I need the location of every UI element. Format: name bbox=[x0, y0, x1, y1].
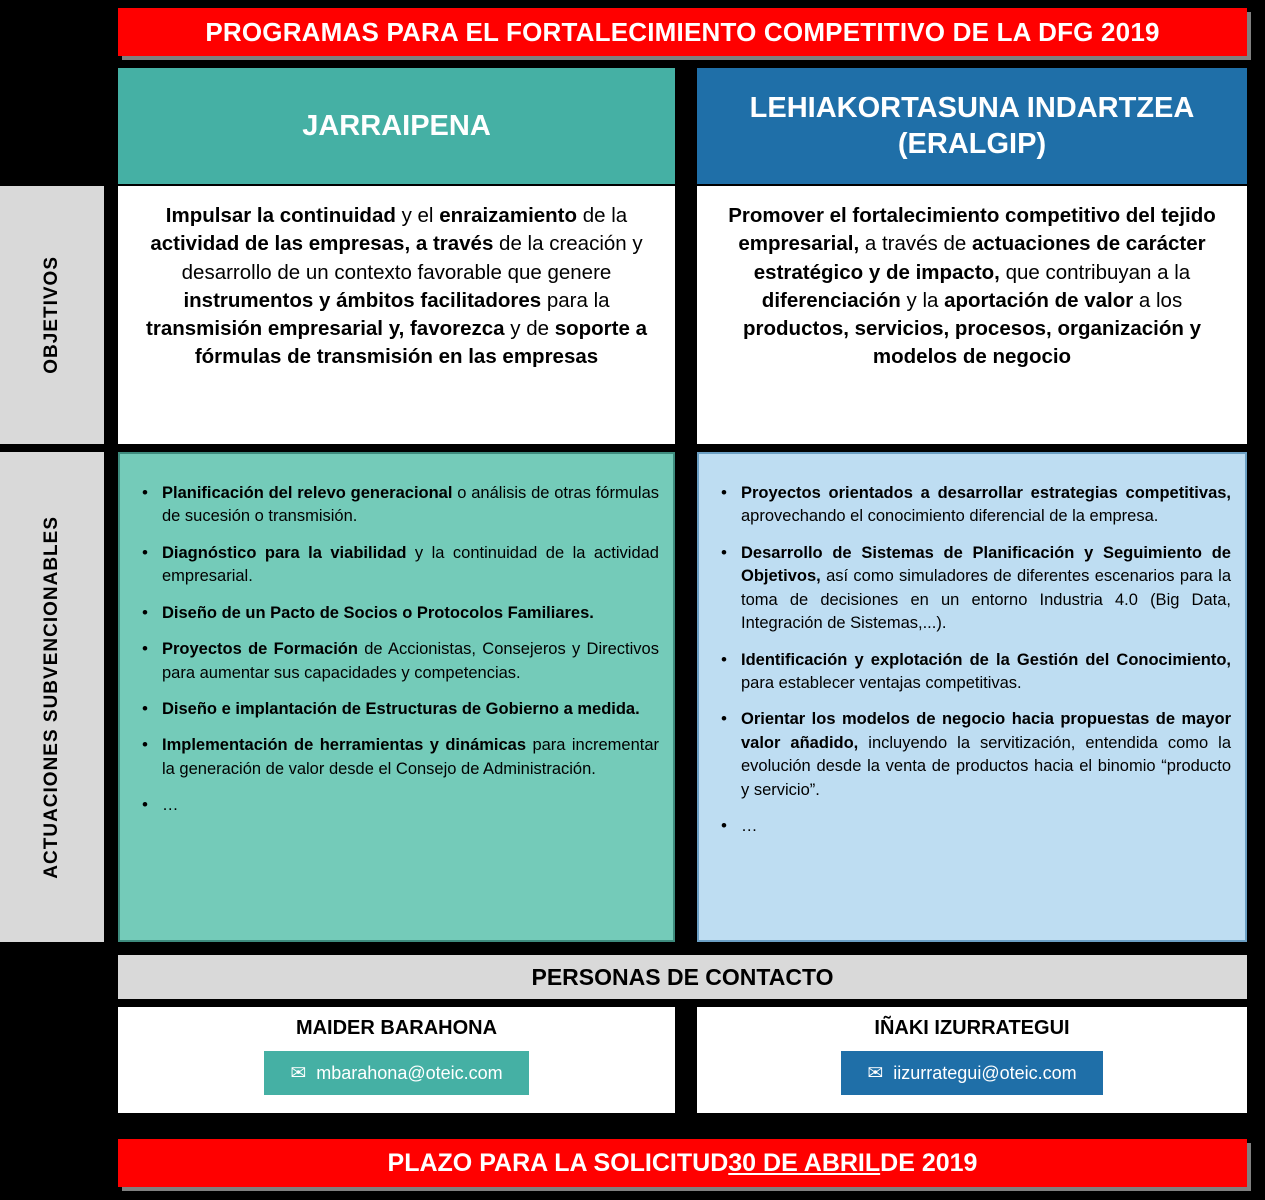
contact-name-left: MAIDER BARAHONA bbox=[295, 1017, 498, 1039]
list-item: • Desarrollo de Sistemas de Planificación y Seguimiento de Objetivos, así como simuladores de diferentes escenarios para la toma de decisiones en un entorno Industria 4.0 (Big Data, Integración de Sistemas,...). bbox=[713, 542, 1231, 636]
list-item: • … bbox=[713, 815, 1231, 838]
deadline-suffix: DE 2019 bbox=[880, 1148, 978, 1177]
row-label-objetivos bbox=[0, 186, 104, 444]
list-item: • Diseño de un Pacto de Socios o Protocolos Familiares. bbox=[134, 602, 659, 625]
actions-right bbox=[697, 452, 1247, 942]
contact-email-left-text: mbarahona@oteic.com bbox=[316, 1062, 503, 1083]
list-item: • Planificación del relevo generacional o análisis de otras fórmulas de sucesión o transmisión. bbox=[134, 482, 659, 529]
deadline-highlight: 30 DE ABRIL bbox=[728, 1148, 881, 1177]
actions-right-list bbox=[713, 482, 1231, 838]
contact-email-right-text: iizurrategui@oteic.com bbox=[893, 1062, 1077, 1083]
list-item: • Diseño e implantación de Estructuras de Gobierno a medida. bbox=[134, 698, 659, 721]
list-item: • Orientar los modelos de negocio hacia propuestas de mayor valor añadido, incluyendo la servitización, entendida como la evolución desde la venta de productos hacia el binomio “producto y servicio”. bbox=[713, 708, 1231, 802]
envelope-icon: ✉ bbox=[290, 1062, 307, 1084]
contact-email-left[interactable] bbox=[264, 1051, 528, 1095]
deadline-prefix: PLAZO PARA LA SOLICITUD bbox=[387, 1148, 729, 1177]
contact-section-header: PERSONAS DE CONTACTO bbox=[118, 955, 1247, 999]
list-item: • Proyectos orientados a desarrollar estrategias competitivas, aprovechando el conocimiento diferencial de la empresa. bbox=[713, 482, 1231, 529]
contact-card-right bbox=[697, 1007, 1247, 1113]
actions-left-list bbox=[134, 482, 659, 818]
page-title: PROGRAMAS PARA EL FORTALECIMIENTO COMPETITIVO DE LA DFG 2019 bbox=[118, 8, 1247, 56]
list-item: • Identificación y explotación de la Gestión del Conocimiento, para establecer ventajas competitivas. bbox=[713, 649, 1231, 696]
contact-name-right: IÑAKI IZURRATEGUI bbox=[874, 1017, 1070, 1039]
actions-left bbox=[118, 452, 675, 942]
row-label-actuaciones-text: ACTUACIONES SUBVENCIONABLES bbox=[41, 515, 63, 879]
deadline-banner bbox=[118, 1139, 1247, 1187]
list-item: • Implementación de herramientas y dinámicas para incrementar la generación de valor desde el Consejo de Administración. bbox=[134, 734, 659, 781]
contact-email-right[interactable] bbox=[841, 1051, 1102, 1095]
row-label-objetivos-text: OBJETIVOS bbox=[41, 256, 63, 374]
row-label-actuaciones bbox=[0, 452, 104, 942]
column-header-jarraipena: JARRAIPENA bbox=[118, 68, 675, 184]
contact-card-left bbox=[118, 1007, 675, 1113]
list-item: • Proyectos de Formación de Accionistas, Consejeros y Directivos para aumentar sus capacidades y competencias. bbox=[134, 638, 659, 685]
list-item: • … bbox=[134, 794, 659, 817]
column-header-eralgip: LEHIAKORTASUNA INDARTZEA (ERALGIP) bbox=[697, 68, 1247, 184]
objectives-left: Impulsar la continuidad y el enraizamiento de la actividad de las empresas, a través de la creación y desarrollo de un contexto favorable que genere instrumentos y ámbitos facilitadores para la transmisión empresarial y, favorezca y de soporte a fórmulas de transmisión en las empresas bbox=[118, 186, 675, 444]
envelope-icon: ✉ bbox=[867, 1062, 884, 1084]
objectives-right: Promover el fortalecimiento competitivo del tejido empresarial, a través de actuaciones de carácter estratégico y de impacto, que contribuyan a la diferenciación y la aportación de valor a los productos, servicios, procesos, organización y modelos de negocio bbox=[697, 186, 1247, 444]
list-item: • Diagnóstico para la viabilidad y la continuidad de la actividad empresarial. bbox=[134, 542, 659, 589]
